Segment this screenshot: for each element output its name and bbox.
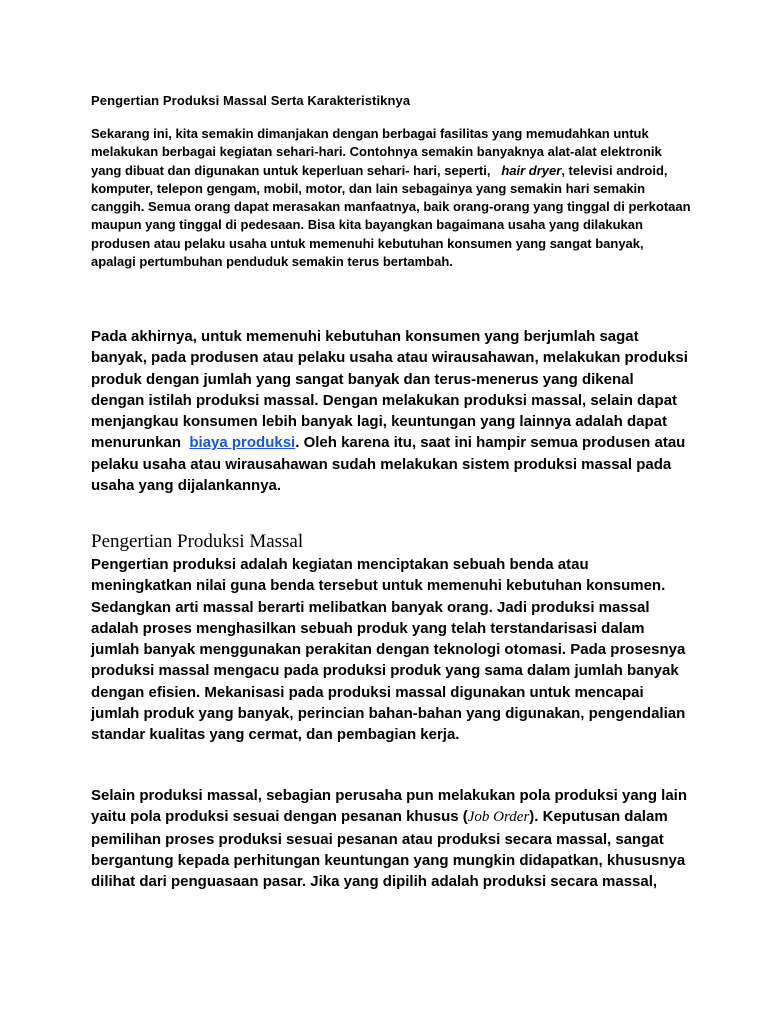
- paragraph-definition: Pengertian produksi adalah kegiatan menciptakan sebuah benda atau meningkatkan nilai guna benda tersebut untuk memenuhi kebutuhan konsumen. Sedangkan arti massal berarti melibatkan banyak orang. Jadi produksi massal adalah proses menghasilkan sebuah produk yang telah terstandarisasi dalam jumlah banyak menggunakan perakitan dengan teknologi otomasi. Pada prosesnya produksi massal mengacu pada produksi produk yang sama dalam jumlah banyak dengan efisien. Mekanisasi pada produksi massal digunakan untuk mencapai jumlah produk yang banyak, perincian bahan-bahan yang digunakan, pengendalian standar kualitas yang cermat, dan pembagian kerja.: [91, 556, 686, 744]
- paragraph-intro-text-cont: , televisi android, komputer, telepon gengam, mobil, motor, dan lain sebagainya yang semakin hari semakin canggih. Semua orang dapat merasakan manfaatnya, baik orang-orang yang tinggal di perkotaan maupun yang tinggal di pedesaan. Bisa kita bayangkan bagaimana usaha yang dilakukan produsen atau pelaku usaha untuk memenuhi kebutuhan konsumen yang sangat banyak, apalagi pertumbuhan penduduk semakin terus bertambah.: [91, 162, 691, 270]
- document-title: Pengertian Produksi Massal Serta Karakteristiknya: [91, 93, 411, 108]
- paragraph-job-order-text: Selain produksi massal, sebagian perusaha pun melakukan pola produksi yang lain yaitu pola produksi sesuai dengan pesanan khusus (: [91, 787, 688, 826]
- italic-term-hair-dryer: hair dryer: [501, 162, 562, 178]
- paragraph-reason-text-cont: . Oleh karena itu, saat ini hampir semua produsen atau pelaku usaha atau wirausahawan sudah melakukan sistem produksi massal pada usaha yang dijalankannya.: [91, 434, 686, 495]
- paragraph-job-order: [91, 785, 691, 892]
- section-heading: Pengertian Produksi Massal: [91, 531, 304, 552]
- paragraph-reason-text: Pada akhirnya, untuk memenuhi kebutuhan konsumen yang berjumlah sagat banyak, pada produsen atau pelaku usaha atau wirausahawan, melakukan produksi produk dengan jumlah yang sangat banyak dan terus-menerus yang dikenal dengan istilah produksi massal. Dengan melakukan produksi massal, selain dapat menjangkau konsumen lebih banyak lagi, keuntungan yang lainnya adalah dapat menurunkan: [91, 328, 688, 452]
- paragraph-job-order-text-cont: ). Keputusan dalam pemilihan proses produksi sesuai pesanan atau produksi secara massal, sangat bergantung kepada perhitungan keuntungan yang mungkin didapatkan, khususnya dilihat dari penguasaan pasar. Jika yang dipilih adalah produksi secara massal,: [91, 808, 686, 891]
- paragraph-mass-production-reason: [91, 326, 691, 496]
- italic-term-job-order: Job Order: [467, 809, 530, 826]
- biaya-produksi-link[interactable]: biaya produksi: [189, 434, 296, 452]
- paragraph-intro: [91, 125, 691, 271]
- paragraph-intro-text: Sekarang ini, kita semakin dimanjakan dengan berbagai fasilitas yang memudahkan untuk melakukan berbagai kegiatan sehari-hari. Contohnya semakin banyaknya alat-alat elektronik yang dibuat dan digunakan untuk keperluan sehari- hari, seperti,: [91, 126, 662, 178]
